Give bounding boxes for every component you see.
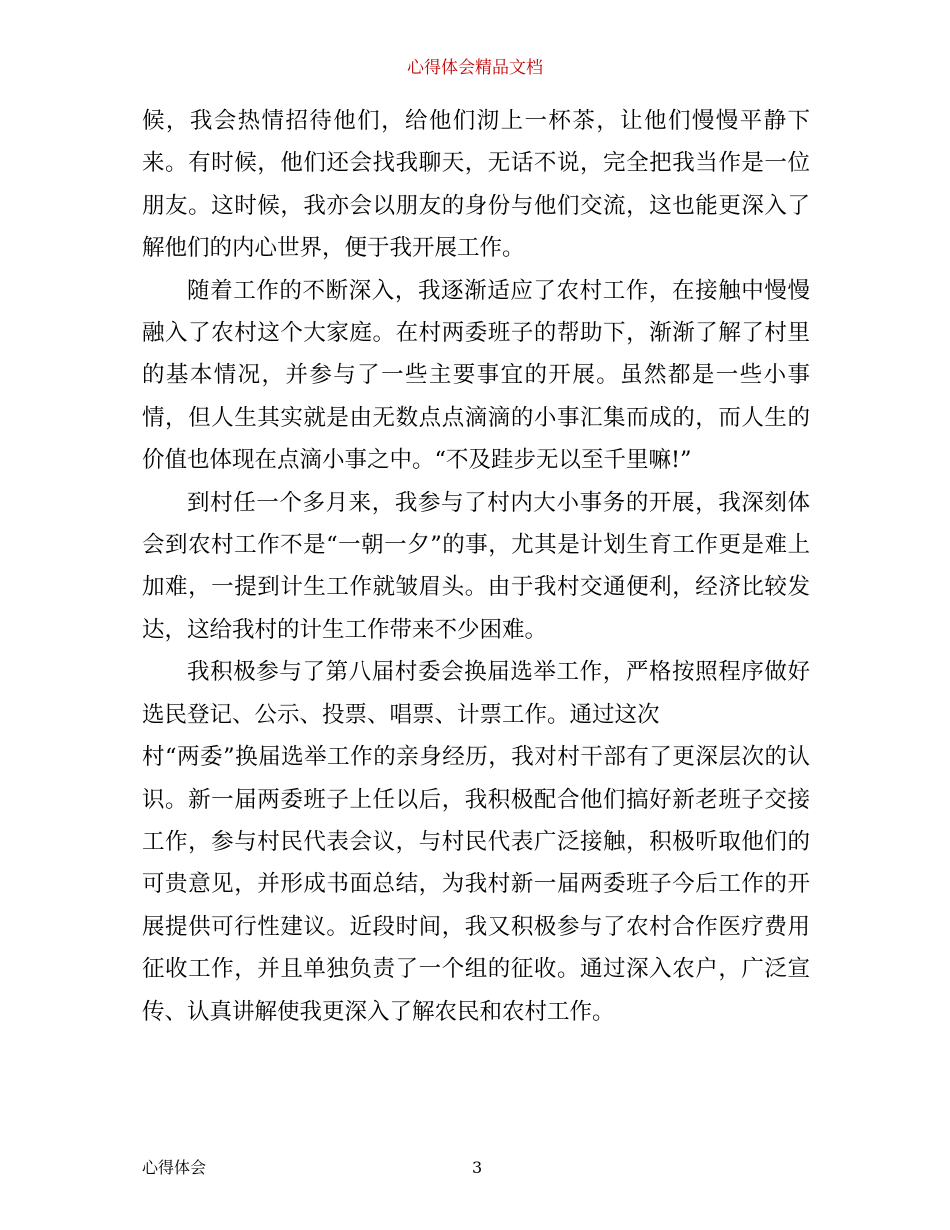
page-number: 3 bbox=[472, 1158, 483, 1177]
page-footer bbox=[142, 1156, 810, 1180]
paragraph: 到村任一个多月来，我参与了村内大小事务的开展，我深刻体会到农村工作不是“一朝一夕”的事，尤其是计划生育工作更是难上加难，一提到计生工作就皱眉头。由于我村交通便利，经济比较发达，这给我村的计生工作带来不少困难。 bbox=[142, 489, 810, 643]
paragraph: 村“两委”换届选举工作的亲身经历，我对村干部有了更深层次的认识。新一届两委班子上任以后，我积极配合他们搞好新老班子交接工作，参与村民代表会议，与村民代表广泛接触，积极听取他们的可贵意见，并形成书面总结，为我村新一届两委班子今后工作的开展提供可行性建议。近段时间，我又积极参与了农村合作医疗费用征收工作，并且单独负责了一个组的征收。通过深入农户，广泛宣传、认真讲解使我更深入了解农民和农村工作。 bbox=[142, 744, 810, 1025]
footer-label: 心得体会 bbox=[142, 1158, 207, 1177]
page-header: 心得体会精品文档 bbox=[407, 58, 543, 78]
paragraph: 我积极参与了第八届村委会换届选举工作，严格按照程序做好选民登记、公示、投票、唱票、计票工作。通过这次 bbox=[142, 659, 810, 728]
paragraph-continued: 候，我会热情招待他们，给他们沏上一杯茶，让他们慢慢平静下来。有时候，他们还会找我聊天，无话不说，完全把我当作是一位朋友。这时候，我亦会以朋友的身份与他们交流，这也能更深入了解他们的内心世界，便于我开展工作。 bbox=[142, 108, 810, 262]
paragraph: 随着工作的不断深入，我逐渐适应了农村工作，在接触中慢慢融入了农村这个大家庭。在村两委班子的帮助下，渐渐了解了村里的基本情况，并参与了一些主要事宜的开展。虽然都是一些小事情，但人生其实就是由无数点点滴滴的小事汇集而成的，而人生的价值也体现在点滴小事之中。“不及跬步无以至千里嘛!” bbox=[142, 277, 810, 474]
document-body bbox=[142, 100, 810, 1033]
